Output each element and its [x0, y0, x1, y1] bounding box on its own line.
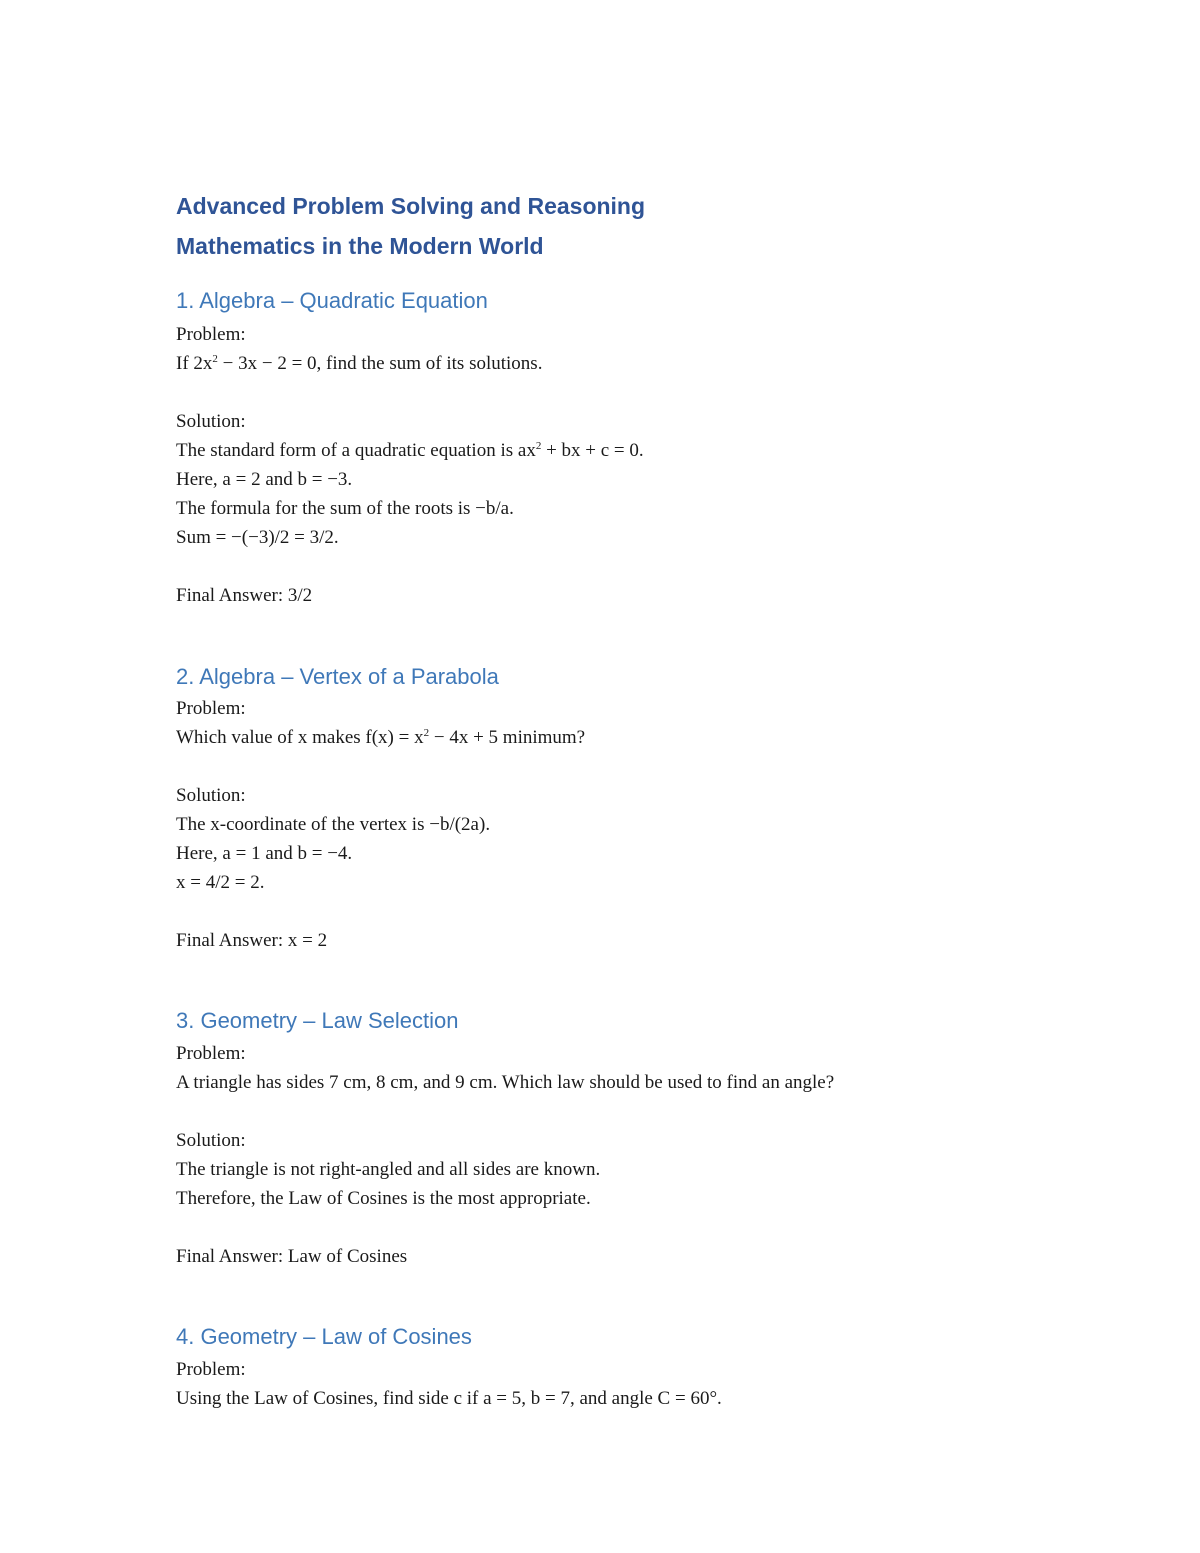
section-2-solution-label: Solution: [176, 785, 246, 806]
section-2-problem-label: Problem: [176, 698, 246, 719]
section-1-solution-line-4: Sum = −(−3)/2 = 3/2. [176, 527, 339, 548]
section-2-solution-line-1: The x-coordinate of the vertex is −b/(2a). [176, 814, 491, 835]
section-4-problem-text: Using the Law of Cosines, find side c if a = 5, b = 7, and angle C = 60°. [176, 1388, 722, 1409]
section-1-solution-line-3: The formula for the sum of the roots is −b/a. [176, 498, 514, 519]
section-2-problem-text: Which value of x makes $f(x) = x^2 - 4x + 5$ minimum? [176, 727, 586, 748]
section-4-problem-label: Problem: [176, 1359, 246, 1380]
section-2-solution-line-2: Here, a = 1 and b = −4. [176, 843, 353, 864]
section-1-solution-line-2: Here, a = 2 and b = −3. [176, 469, 353, 490]
section-1-problem-label: Problem: [176, 324, 246, 345]
section-3-solution-label: Solution: [176, 1130, 246, 1151]
section-1-solution-line-1: The standard form of a quadratic equation is $ax^2$ + bx + c = 0. [176, 440, 644, 461]
section-3-problem-label: Problem: [176, 1043, 246, 1064]
document-title: Advanced Problem Solving and Reasoning [176, 193, 646, 219]
section-1-solution-label: Solution: [176, 411, 246, 432]
section-1-problem-text: If $2x^2 - 3x - 2 = 0$, find the sum of its solutions. [176, 353, 543, 374]
section-3-solution-line-1: The triangle is not right-angled and all sides are known. [176, 1159, 601, 1180]
document-subtitle: Mathematics in the Modern World [176, 233, 544, 259]
section-3-solution-line-2: Therefore, the Law of Cosines is the most appropriate. [176, 1188, 591, 1209]
section-3-problem-text: A triangle has sides 7 cm, 8 cm, and 9 cm. Which law should be used to find an angle? [176, 1072, 835, 1093]
section-2-final-answer: Final Answer: x = 2 [176, 930, 328, 951]
section-4-heading: 4. Geometry – Law of Cosines [176, 1324, 472, 1349]
section-1-heading: 1. Algebra – Quadratic Equation [176, 288, 488, 313]
section-2-solution-line-3: x = 4/2 = 2. [176, 872, 265, 893]
section-1-final-answer: Final Answer: 3/2 [176, 585, 313, 606]
section-3-final-answer: Final Answer: Law of Cosines [176, 1246, 408, 1267]
section-2-heading: 2. Algebra – Vertex of a Parabola [176, 664, 499, 689]
section-3-heading: 3. Geometry – Law Selection [176, 1008, 459, 1033]
